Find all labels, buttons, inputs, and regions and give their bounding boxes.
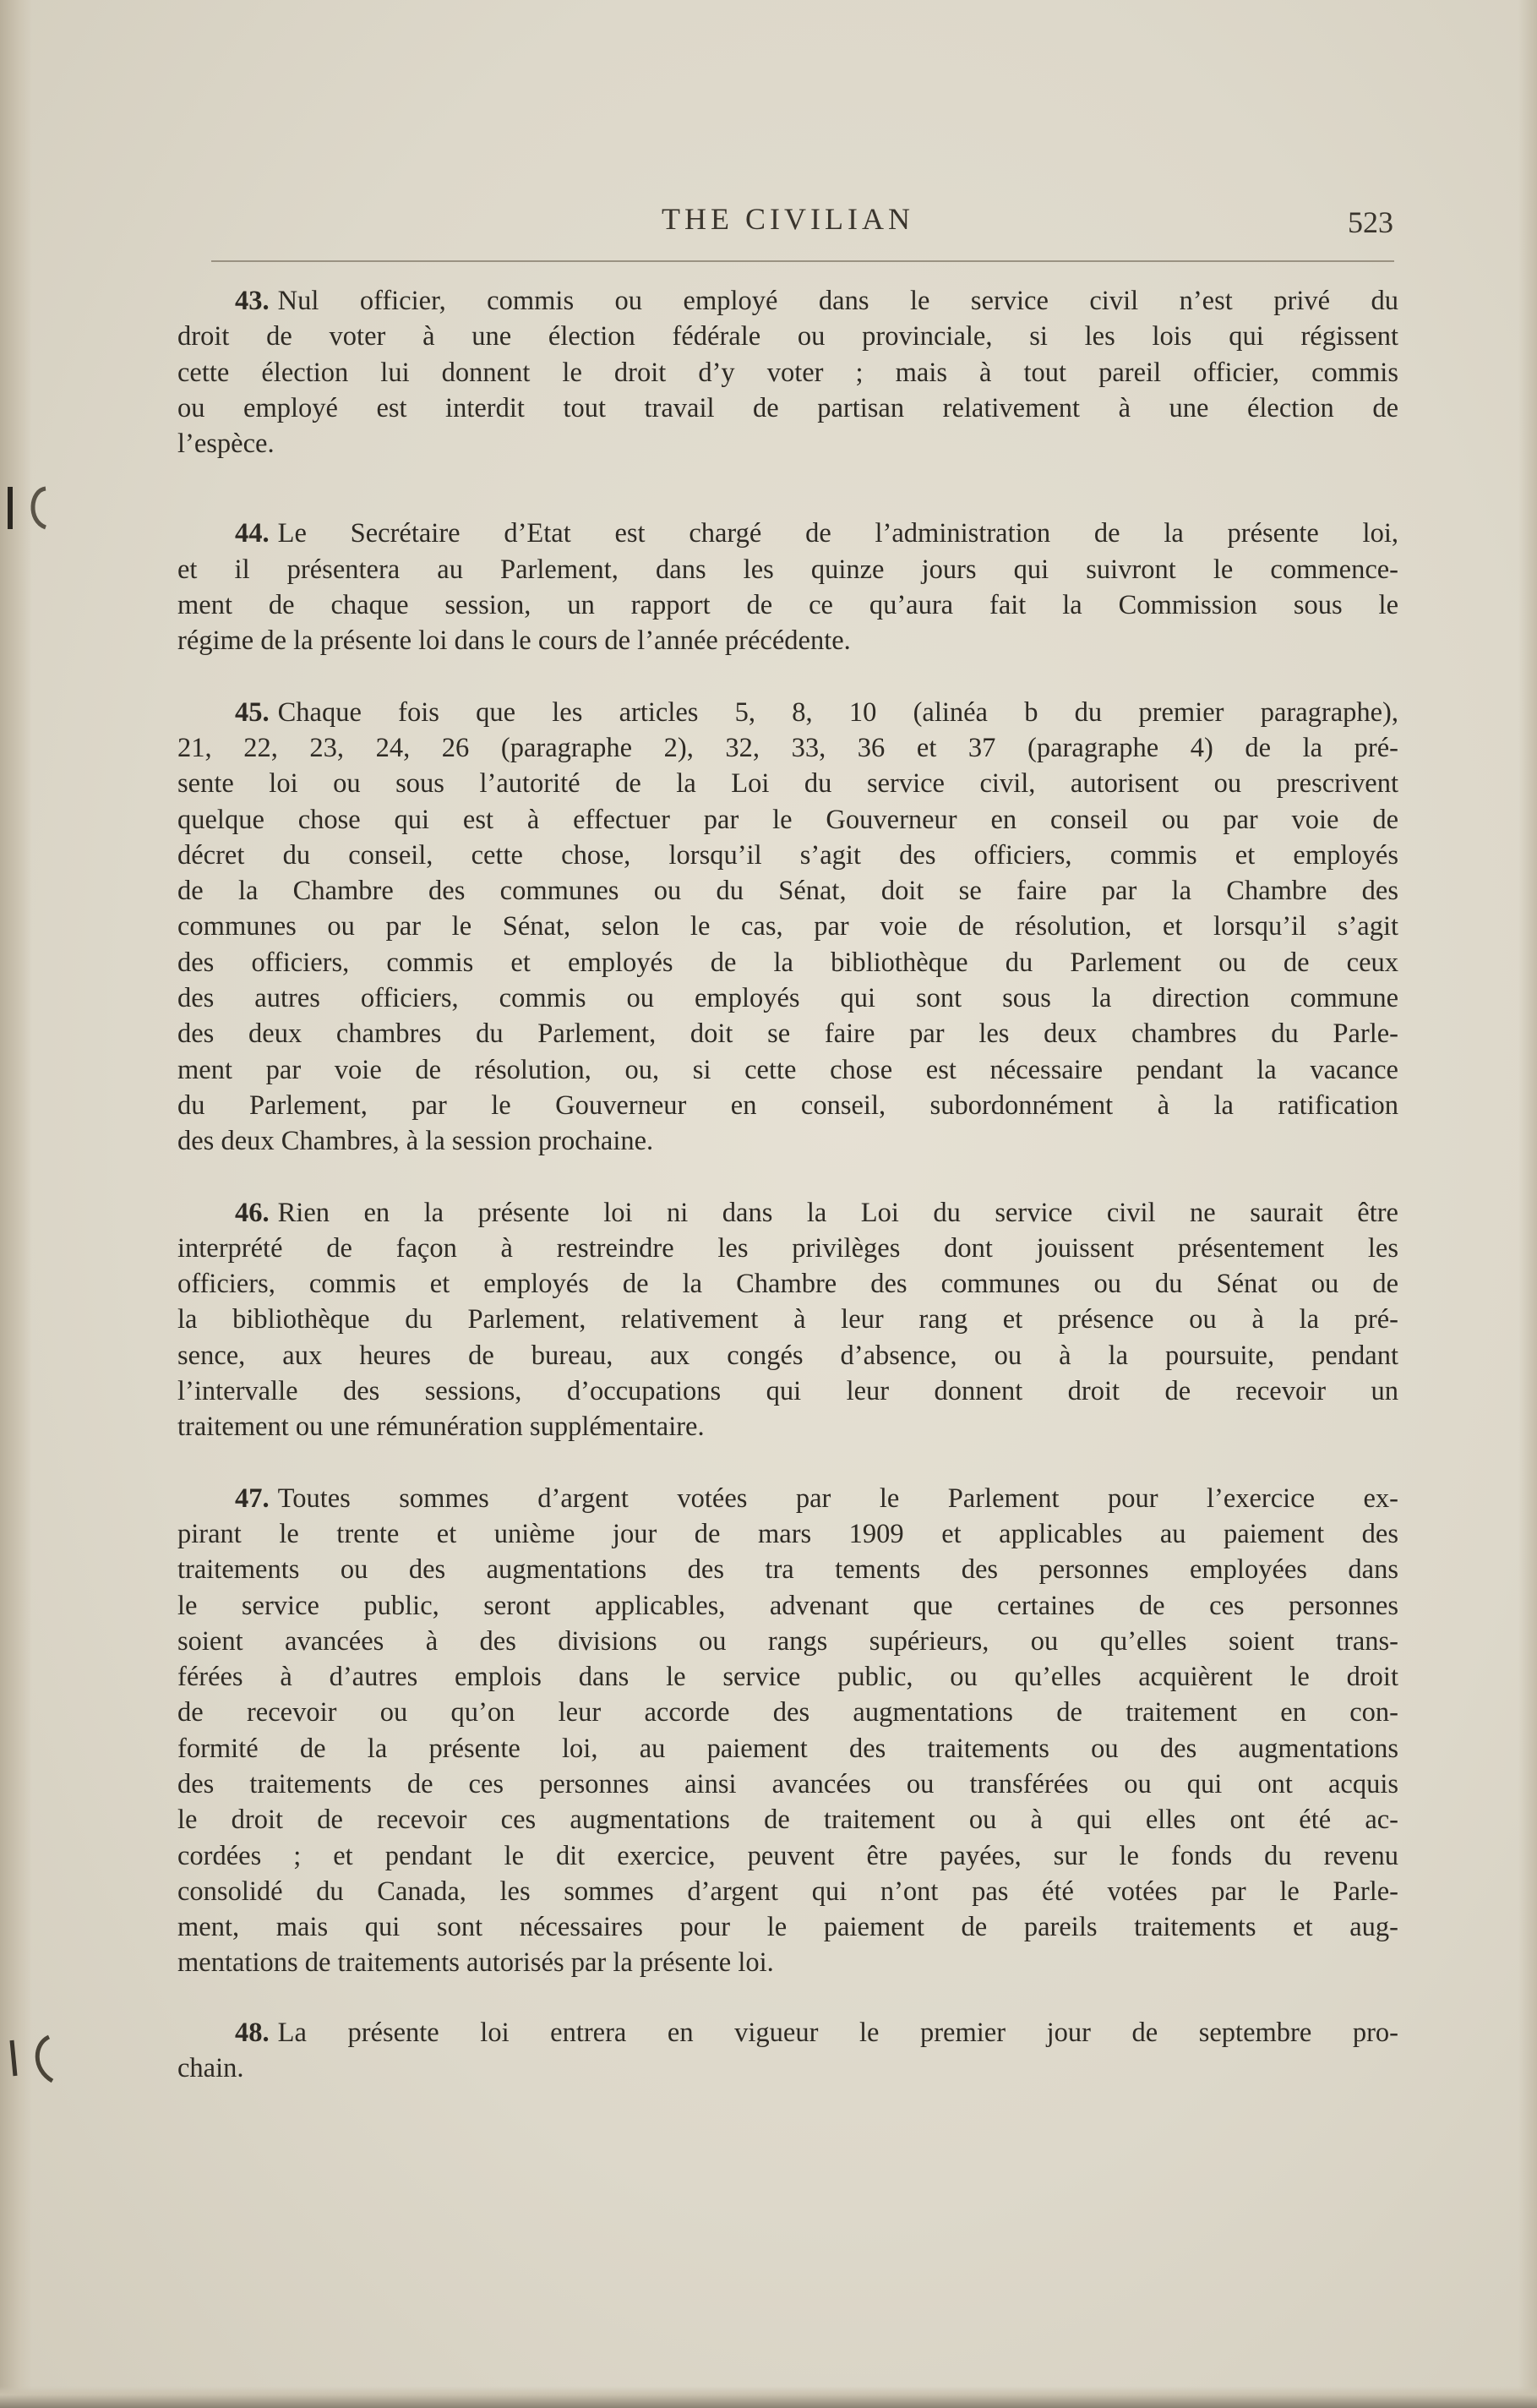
article-body [177,283,1398,2120]
section-line: l’intervalle des sessions, d’occupations qui leur donnent droit de recevoir un [177,1376,1398,1407]
section-line: 46. Rien en la présente loi ni dans la Loi du service civil ne saurait être [235,1197,1398,1228]
section-line: le droit de recevoir ces augmentations de traitement ou à qui elles ont été ac- [177,1805,1398,1836]
section-line: des deux Chambres, à la session prochaine. [177,1126,654,1157]
section-line: quelque chose qui est à effectuer par le Gouverneur en conseil ou par voie de [177,804,1398,835]
section-line: ment, mais qui sont nécessaires pour le paiement de pareils traitements et aug- [177,1912,1398,1943]
page-bottom-edge-shadow [0,2386,1537,2408]
section-line: du Parlement, par le Gouverneur en conseil, subordonnément à la ratification [177,1089,1398,1121]
section-line: de la Chambre des communes ou du Sénat, doit se faire par la Chambre des [177,876,1398,907]
section-line: et il présentera au Parlement, dans les quinze jours qui suivront le commence- [177,554,1398,585]
section-43 [177,283,1398,461]
section-line: interprété de façon à restreindre les privilèges dont jouissent présentement les [177,1232,1398,1264]
section-line: l’espèce. [177,429,275,460]
section-line: de recevoir ou qu’on leur accorde des augmentations de traitement en con- [177,1697,1398,1728]
section-line: mentations de traitements autorisés par la présente loi. [177,1947,774,1979]
section-line: sence, aux heures de bureau, aux congés d’absence, ou à la poursuite, pendant [177,1340,1398,1371]
header-rule [211,260,1394,262]
section-45 [177,695,1398,1160]
section-line: cordées ; et pendant le dit exercice, peuvent être payées, sur le fonds du revenu [177,1840,1398,1871]
section-line: ou employé est interdit tout travail de partisan relativement à une élection de [177,392,1398,423]
section-line: 47. Toutes sommes d’argent votées par le Parlement pour l’exercice ex- [235,1482,1398,1514]
binding-hole-mark-icon [5,2029,56,2088]
section-line: régime de la présente loi dans le cours de l’année précédente. [177,625,851,657]
section-44 [177,516,1398,658]
section-line: ment de chaque session, un rapport de ce qu’aura fait la Commission sous le [177,590,1398,621]
section-46 [177,1195,1398,1445]
section-line: des officiers, commis et employés de la bibliothèque du Parlement ou de ceux [177,947,1398,978]
section-47 [177,1481,1398,1981]
binding-hole-mark-icon [5,478,56,538]
page-right-edge-shadow [1518,0,1537,2408]
section-line: férées à d’autres emplois dans le service public, ou qu’elles acquièrent le droit [177,1662,1398,1693]
section-number: 43. [235,286,270,316]
section-line: formité de la présente loi, au paiement des traitements ou des augmentations [177,1733,1398,1764]
section-line: 48. La présente loi entrera en vigueur le premier jour de septembre pro- [235,2017,1398,2048]
section-line: officiers, commis et employés de la Chambre des communes ou du Sénat ou de [177,1269,1398,1300]
section-line: droit de voter à une élection fédérale ou provinciale, si les lois qui régissent [177,321,1398,352]
section-line: cette élection lui donnent le droit d’y voter ; mais à tout pareil officier, commis [177,357,1398,388]
section-line: ment par voie de résolution, ou, si cette chose est nécessaire pendant la vacance [177,1054,1398,1085]
section-line: 21, 22, 23, 24, 26 (paragraphe 2), 32, 33, 36 et 37 (paragraphe 4) de la pré- [177,732,1398,763]
page-number: 523 [1348,205,1393,239]
section-line: traitement ou une rémunération supplémentaire. [177,1411,705,1443]
section-48 [177,2015,1398,2087]
section-number: 48. [235,2017,270,2048]
section-line: pirant le trente et unième jour de mars 1909 et applicables au paiement des [177,1518,1398,1549]
section-number: 46. [235,1197,270,1228]
section-line: décret du conseil, cette chose, lorsqu’il s’agit des officiers, commis et employés [177,839,1398,871]
section-line: consolidé du Canada, les sommes d’argent qui n’ont pas été votées par le Parle- [177,1876,1398,1907]
section-line: des deux chambres du Parlement, doit se faire par les deux chambres du Parle- [177,1018,1398,1050]
section-line: communes ou par le Sénat, selon le cas, par voie de résolution, et lorsqu’il s’agit [177,911,1398,942]
section-line: chain. [177,2053,244,2084]
section-line: traitements ou des augmentations des tra tements des personnes employées dans [177,1554,1398,1586]
section-line: des autres officiers, commis ou employés qui sont sous la direction commune [177,983,1398,1014]
section-number: 44. [235,518,270,549]
section-number: 45. [235,696,270,728]
section-line: 44. Le Secrétaire d’Etat est chargé de l’administration de la présente loi, [235,518,1398,549]
section-number: 47. [235,1482,270,1514]
section-line: soient avancées à des divisions ou rangs supérieurs, ou qu’elles soient trans- [177,1625,1398,1657]
journal-title: THE CIVILIAN [662,202,914,236]
section-line: des traitements de ces personnes ainsi avancées ou transférées ou qui ont acquis [177,1768,1398,1799]
section-line: 43. Nul officier, commis ou employé dans le service civil n’est privé du [235,286,1398,316]
running-header [177,201,1398,248]
section-line: 45. Chaque fois que les articles 5, 8, 10 (alinéa b du premier paragraphe), [235,696,1398,728]
section-line: sente loi ou sous l’autorité de la Loi du service civil, autorisent ou prescrivent [177,768,1398,800]
section-line: la bibliothèque du Parlement, relativement à leur rang et présence ou à la pré- [177,1304,1398,1335]
section-line: le service public, seront applicables, advenant que certaines de ces personnes [177,1590,1398,1621]
